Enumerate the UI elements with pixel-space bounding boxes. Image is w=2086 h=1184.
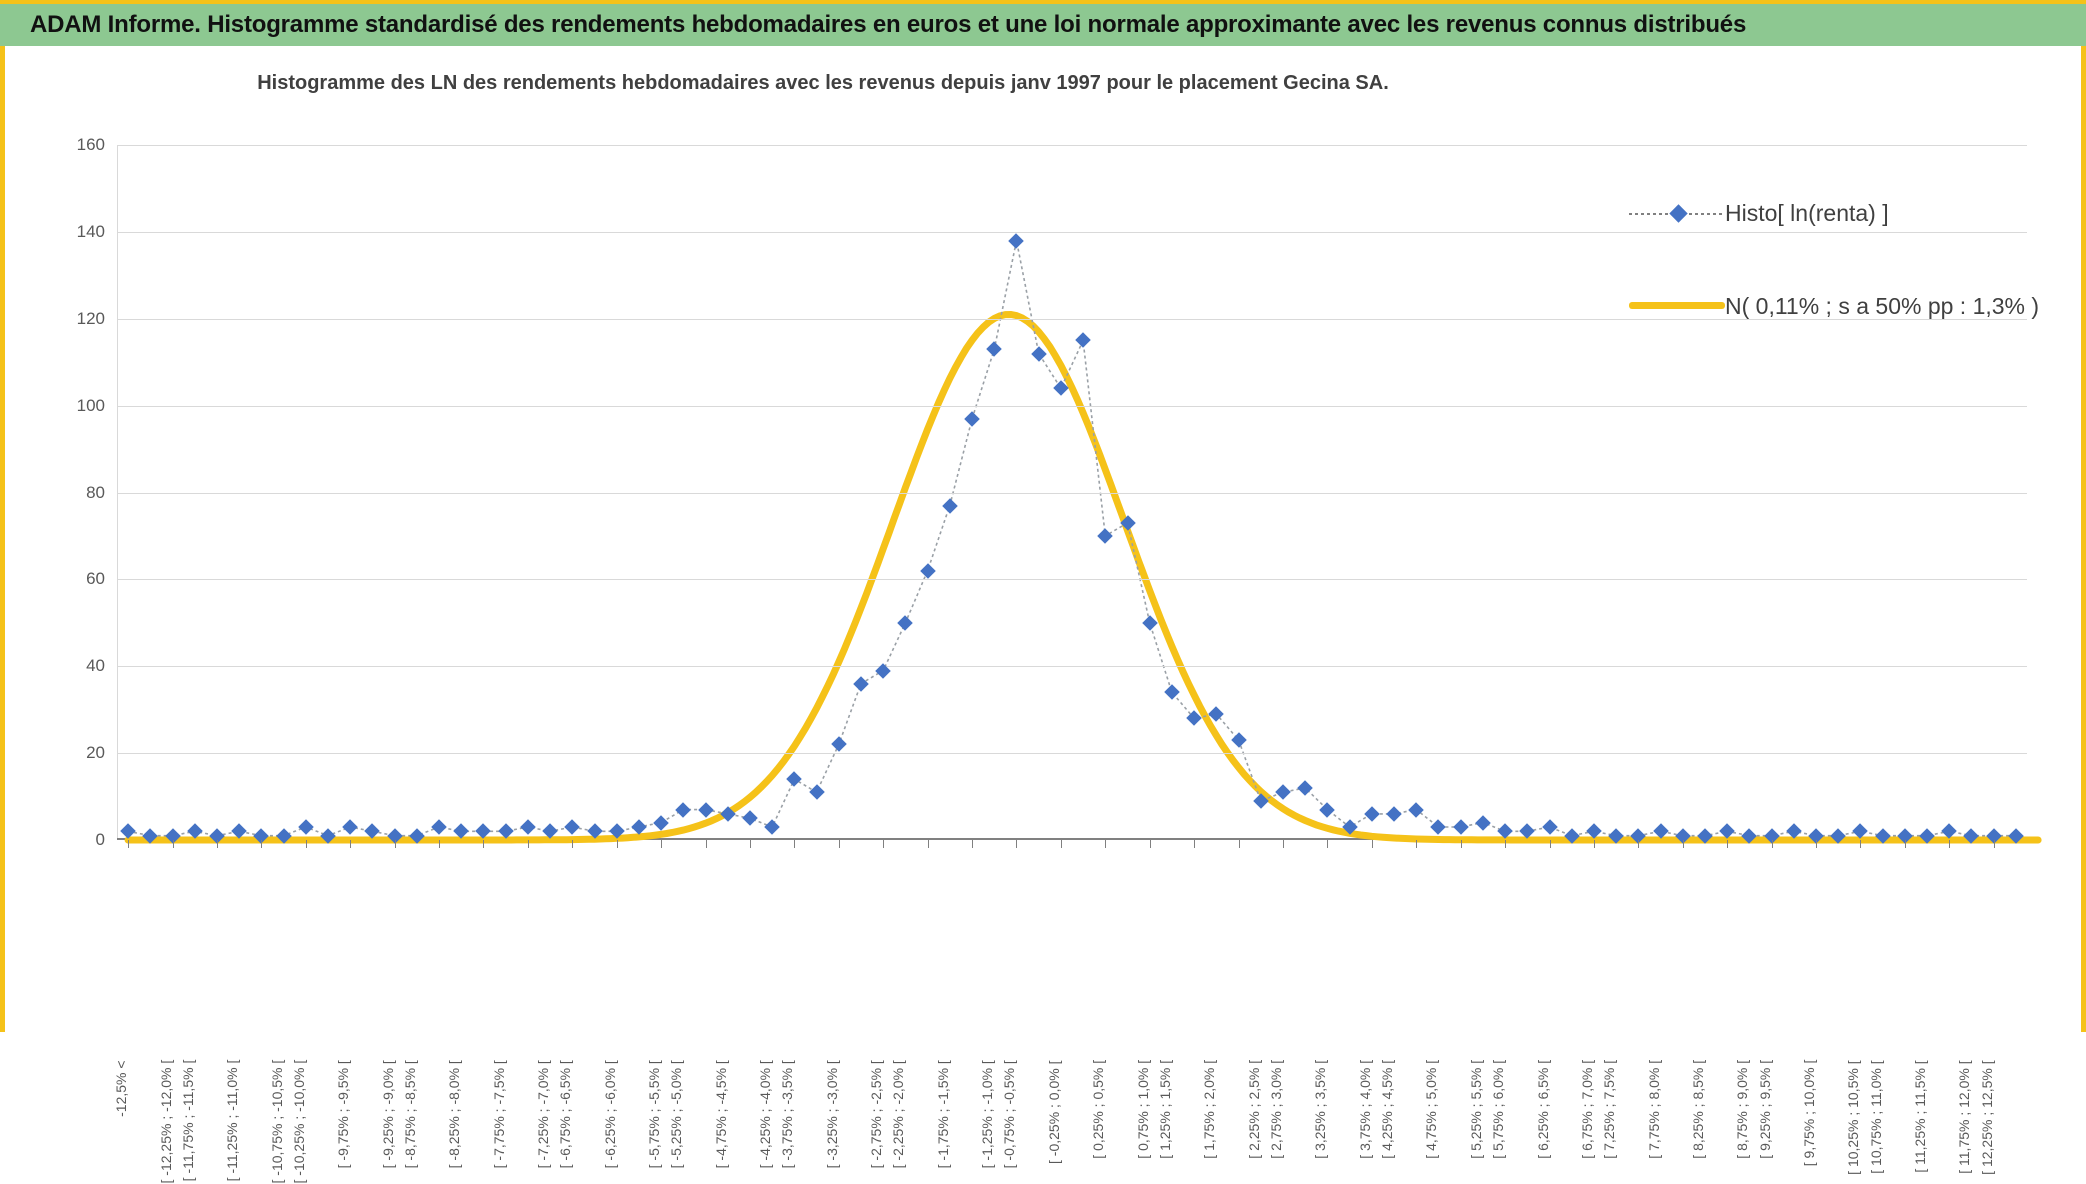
x-axis-category-label: [ -5,75% ; -5,5% [ xyxy=(646,1060,663,1169)
x-axis-tickmark xyxy=(128,840,129,848)
x-axis-category-label: [ -0,25% ; 0,0% [ xyxy=(1045,1060,1062,1164)
x-axis-category-label: [ -7,75% ; -7,5% [ xyxy=(490,1060,507,1169)
chart-title: Histogramme des LN des rendements hebdomadaires avec les revenus depuis janv 1997 pour le placement Gecina SA. xyxy=(257,72,1389,94)
x-axis-tickmark xyxy=(1105,840,1106,848)
x-axis-tickmark xyxy=(572,840,573,848)
x-axis-tickmark xyxy=(1061,840,1062,848)
x-axis-tickmark xyxy=(1194,840,1195,848)
x-axis-category-label: [ 8,25% ; 8,5% [ xyxy=(1689,1060,1706,1159)
x-axis-tickmark xyxy=(217,840,218,848)
x-axis-tickmark xyxy=(1283,840,1284,848)
x-axis-tickmark xyxy=(928,840,929,848)
gridline xyxy=(117,145,2027,146)
legend-label-histogram: Histo[ ln(renta) ] xyxy=(1725,200,1889,226)
x-axis-category-label: [ -9,25% ; -9,0% [ xyxy=(379,1060,396,1169)
y-axis-tick-label: 160 xyxy=(76,135,105,154)
x-axis-tickmark xyxy=(750,840,751,848)
x-axis-tickmark xyxy=(972,840,973,848)
x-axis-category-label: [ 6,25% ; 6,5% [ xyxy=(1534,1060,1551,1159)
gridline xyxy=(117,579,2027,580)
banner-title: ADAM Informe. Histogramme standardisé des rendements hebdomadaires en euros et une loi normale approximante avec les revenus connus distribués xyxy=(30,11,1747,38)
x-axis-category-label: [ -3,75% ; -3,5% [ xyxy=(779,1060,796,1169)
x-axis-tickmark xyxy=(483,840,484,848)
x-axis-category-label: [ -8,25% ; -8,0% [ xyxy=(446,1060,463,1169)
gridline xyxy=(117,753,2027,754)
x-axis-tickmark xyxy=(1327,840,1328,848)
x-axis-category-label: [ 9,25% ; 9,5% [ xyxy=(1756,1060,1773,1159)
x-axis-category-label: [ 9,75% ; 10,0% [ xyxy=(1801,1060,1817,1167)
x-axis-tickmark xyxy=(1727,840,1728,848)
x-axis-tickmark xyxy=(350,840,351,848)
x-axis-category-label: [ -2,25% ; -2,0% [ xyxy=(890,1060,907,1169)
x-axis-category-label: [ 2,25% ; 2,5% [ xyxy=(1245,1060,1262,1159)
gridline xyxy=(117,666,2027,667)
x-axis-tickmark xyxy=(1994,840,1995,848)
x-axis-tickmark xyxy=(1016,840,1017,848)
legend-key-dotted-diamond xyxy=(1629,203,1725,225)
x-axis-tickmark xyxy=(661,840,662,848)
gridline xyxy=(117,406,2027,407)
x-axis-category-label: [ 4,25% ; 4,5% [ xyxy=(1379,1060,1396,1159)
x-axis-category-label: [ 0,25% ; 0,5% [ xyxy=(1090,1060,1107,1159)
x-axis-category-label: [ -11,25% ; -11,0% [ xyxy=(224,1060,241,1182)
x-axis-tickmark xyxy=(1860,840,1861,848)
report-banner xyxy=(0,0,2086,46)
legend-item-normal xyxy=(1629,293,2040,320)
x-axis-tickmark xyxy=(528,840,529,848)
y-axis-tick-label: 60 xyxy=(86,569,105,589)
x-axis-category-label: [ -2,75% ; -2,5% [ xyxy=(868,1060,885,1169)
x-axis-category-label: [ -3,25% ; -3,0% [ xyxy=(823,1060,840,1169)
x-axis-category-label: [ -11,75% ; -11,5% [ xyxy=(179,1060,196,1182)
x-axis-category-label: [ 3,25% ; 3,5% [ xyxy=(1312,1060,1329,1159)
x-axis-tickmark xyxy=(1594,840,1595,848)
x-axis-tickmark xyxy=(261,840,262,848)
x-axis-category-label: [ -10,75% ; -10,5% [ xyxy=(268,1060,285,1184)
x-axis-category-label: [ 1,75% ; 2,0% [ xyxy=(1201,1060,1218,1159)
legend-label-normal: N( 0,11% ; s a 50% pp : 1,3% ) xyxy=(1725,293,2040,319)
legend-key-solid-line xyxy=(1629,296,1725,318)
x-axis-category-label: [ 11,75% ; 12,0% [ xyxy=(1956,1060,1973,1174)
x-axis-category-label: [ 0,75% ; 1,0% [ xyxy=(1134,1060,1151,1159)
x-axis-tickmark xyxy=(1683,840,1684,848)
x-axis-category-label: [ 3,75% ; 4,0% [ xyxy=(1356,1060,1373,1159)
x-axis-tickmark xyxy=(395,840,396,848)
legend-item-histogram xyxy=(1629,200,2029,227)
gridline xyxy=(117,493,2027,494)
x-axis-tickmark xyxy=(794,840,795,848)
x-axis-category-label: [ 10,75% ; 11,0% [ xyxy=(1867,1060,1884,1174)
x-axis-tickmark xyxy=(439,840,440,848)
x-axis-category-label: [ 10,25% ; 10,5% [ xyxy=(1845,1060,1862,1175)
x-axis-tickmark xyxy=(1550,840,1551,848)
x-axis-category-label: [ -1,25% ; -1,0% [ xyxy=(979,1060,996,1169)
x-axis-category-label: [ -9,75% ; -9,5% [ xyxy=(335,1060,352,1169)
x-axis-tickmark xyxy=(1772,840,1773,848)
x-axis-category-label: [ -10,25% ; -10,0% [ xyxy=(290,1060,307,1184)
x-axis-tickmark xyxy=(173,840,174,848)
x-axis-category-label: [ -0,75% ; -0,5% [ xyxy=(1001,1060,1018,1169)
x-axis-tickmark xyxy=(306,840,307,848)
x-axis-tickmark xyxy=(1239,840,1240,848)
y-axis-tick-label: 80 xyxy=(86,482,105,502)
x-axis-category-label: [ 11,25% ; 11,5% [ xyxy=(1912,1060,1929,1173)
x-axis-tickmark xyxy=(617,840,618,848)
x-axis-category-label: [ -6,75% ; -6,5% [ xyxy=(557,1060,574,1169)
x-axis-category-label: [ -7,25% ; -7,0% [ xyxy=(535,1060,552,1169)
x-axis-category-label: [ 2,75% ; 3,0% [ xyxy=(1267,1060,1284,1159)
y-axis-tick-label: 100 xyxy=(76,395,105,415)
x-axis-category-label: [ -4,25% ; -4,0% [ xyxy=(757,1060,774,1169)
right-accent-rail xyxy=(2081,46,2086,1032)
x-axis-category-label: [ 5,75% ; 6,0% [ xyxy=(1490,1060,1507,1159)
x-axis-category-label: [ -1,75% ; -1,5% [ xyxy=(934,1060,951,1169)
x-axis-category-label: [ 6,75% ; 7,0% [ xyxy=(1578,1060,1595,1159)
y-axis-tick-label: 20 xyxy=(86,743,105,763)
x-axis-category-label: [ 5,25% ; 5,5% [ xyxy=(1467,1060,1484,1159)
x-axis-category-label: [ 8,75% ; 9,0% [ xyxy=(1734,1060,1751,1159)
x-axis-tickmark xyxy=(706,840,707,848)
x-axis-category-label: [ -6,25% ; -6,0% [ xyxy=(601,1060,618,1169)
x-axis-tickmark xyxy=(1372,840,1373,848)
chart-legend xyxy=(1629,200,2040,386)
x-axis-tickmark xyxy=(1949,840,1950,848)
x-axis-tickmark xyxy=(1416,840,1417,848)
x-axis-tickmark xyxy=(1816,840,1817,848)
x-axis-tickmark xyxy=(1150,840,1151,848)
chart-container xyxy=(5,50,2081,1184)
x-axis-category-label: [ 12,25% ; 12,5% [ xyxy=(1978,1060,1995,1175)
y-axis-tick-label: 40 xyxy=(86,656,105,676)
x-axis-tickmark xyxy=(1905,840,1906,848)
x-axis-category-label: -12,5% < xyxy=(113,1060,130,1117)
y-axis-tick-label: 140 xyxy=(76,221,105,241)
x-axis-category-label: [ -8,75% ; -8,5% [ xyxy=(401,1060,418,1169)
y-axis-tick-label: 0 xyxy=(95,830,105,849)
x-axis-category-label: [ 7,25% ; 7,5% [ xyxy=(1601,1060,1618,1159)
x-axis-tickmark xyxy=(839,840,840,848)
x-axis-tickmark xyxy=(1461,840,1462,848)
x-axis-labels xyxy=(113,850,2027,1184)
x-axis-tickmark xyxy=(883,840,884,848)
x-axis-category-label: [ -4,75% ; -4,5% [ xyxy=(712,1060,729,1169)
x-axis-tickmark xyxy=(1638,840,1639,848)
x-axis-category-label: [ 1,25% ; 1,5% [ xyxy=(1156,1060,1173,1159)
y-axis-tick-label: 120 xyxy=(76,308,105,328)
x-axis-category-label: [ 7,75% ; 8,0% [ xyxy=(1645,1060,1662,1159)
x-axis-category-label: [ -12,25% ; -12,0% [ xyxy=(157,1060,174,1184)
x-axis-category-label: [ 4,75% ; 5,0% [ xyxy=(1423,1060,1440,1159)
x-axis-category-label: [ -5,25% ; -5,0% [ xyxy=(668,1060,685,1169)
x-axis-tickmark xyxy=(1505,840,1506,848)
